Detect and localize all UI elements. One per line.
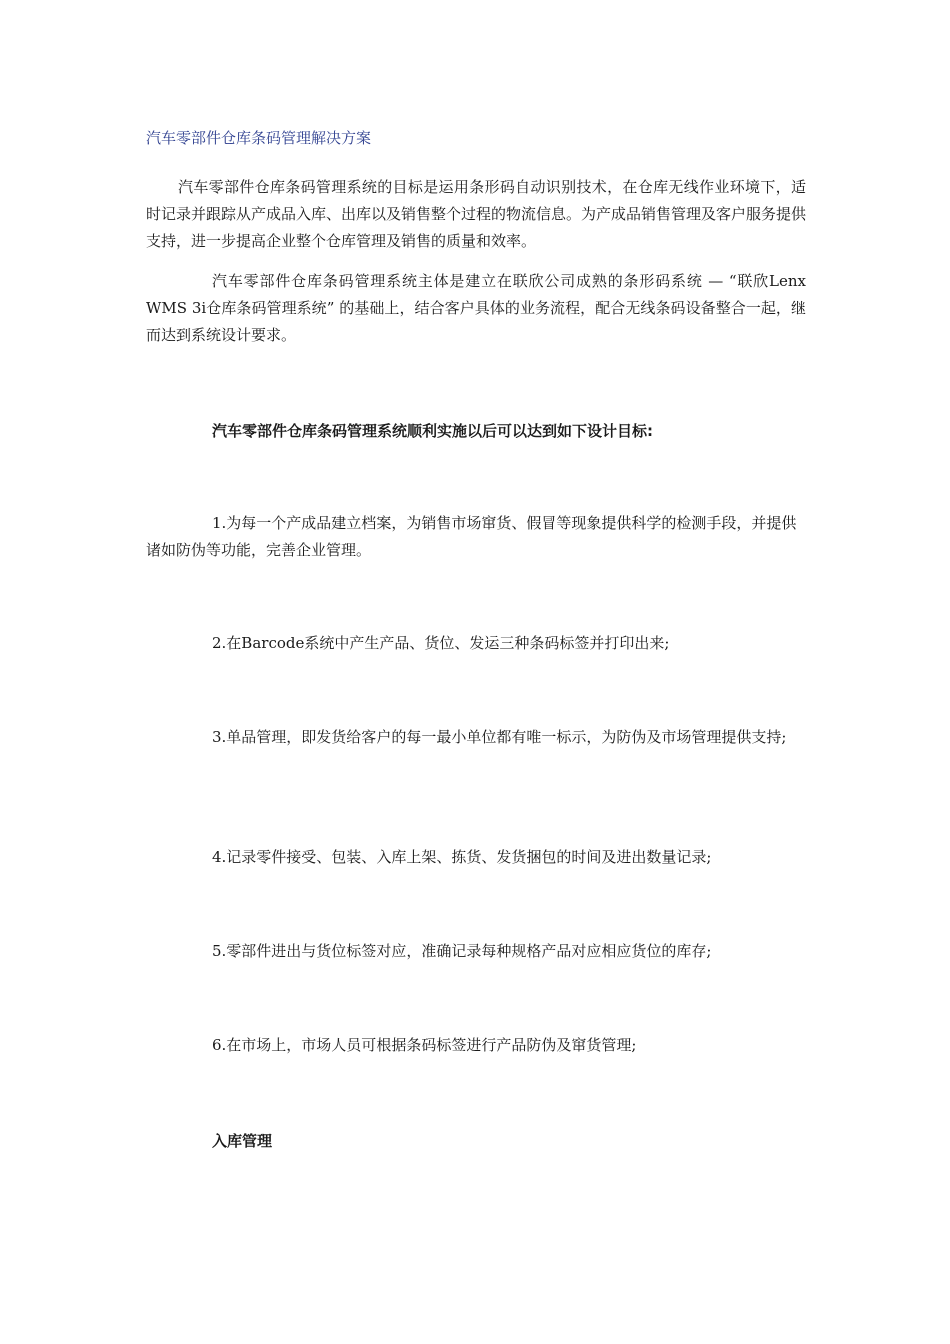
goals-heading: 汽车零部件仓库条码管理系统顺利实施以后可以达到如下设计目标: bbox=[212, 422, 654, 440]
goal-item-3: 3.单品管理，即发货给客户的每一最小单位都有唯一标示，为防伪及市场管理提供支持; bbox=[212, 728, 787, 746]
goal-item-5: 5.零部件进出与货位标签对应，准确记录每种规格产品对应相应货位的库存; bbox=[212, 942, 712, 960]
goal-item-1: 1.为每一个产成品建立档案，为销售市场窜货、假冒等现象提供科学的检测手段，并提供诸如防伪等功能，完善企业管理。 bbox=[146, 514, 797, 559]
section-heading-inbound: 入库管理 bbox=[212, 1132, 273, 1150]
document-title: 汽车零部件仓库条码管理解决方案 bbox=[146, 129, 372, 147]
goal-item-6: 6.在市场上，市场人员可根据条码标签进行产品防伪及窜货管理; bbox=[212, 1036, 637, 1054]
intro-paragraph-2: 汽车零部件仓库条码管理系统主体是建立在联欣公司成熟的条形码系统 — “联欣Lenx WMS 3i仓库条码管理系统” 的基础上，结合客户具体的业务流程，配合无线条码设备整合一起，继而达到系统设计要求。 bbox=[146, 272, 806, 344]
goal-item-2: 2.在Barcode系统中产生产品、货位、发运三种条码标签并打印出来; bbox=[212, 634, 670, 652]
intro-paragraph-1: 汽车零部件仓库条码管理系统的目标是运用条形码自动识别技术，在仓库无线作业环境下，适时记录并跟踪从产成品入库、出库以及销售整个过程的物流信息。为产成品销售管理及客户服务提供支持，进一步提高企业整个仓库管理及销售的质量和效率。 bbox=[146, 178, 807, 250]
goal-item-4: 4.记录零件接受、包装、入库上架、拣货、发货捆包的时间及进出数量记录; bbox=[212, 848, 712, 866]
